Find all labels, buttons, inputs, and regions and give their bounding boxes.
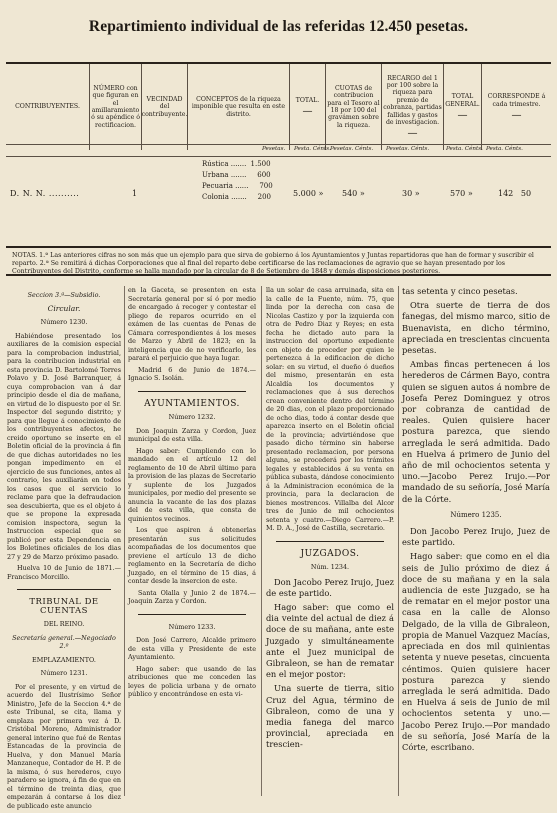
- concepto-rustica: Rústica ....... 1.500: [202, 160, 271, 168]
- header-total-general: TOTAL GENERAL. —: [444, 64, 482, 150]
- unit-cents: Pesta. Cénts.: [294, 146, 331, 152]
- repartimiento-table: [6, 62, 551, 248]
- notas: NOTAS. 1.ª Las anteriores cifras no son más que un ejemplo para que sirva de gobierno á los Ayuntamientos y Juntas repartidoras que han de formar y suscribir el reparto. 2.ª Se remitirá á dichas Corporaciones que al final del reparto debe certificarse de las reclamaciones de agravio que se hayan presentado por los Contribuyentes del Distrito, conforme se halla mandado por la circular de 8 de Setiembre de 1848 y demás disposiciones posteriores.: [12, 252, 534, 275]
- header-contribuyentes: CONTRIBUYENTES.: [6, 64, 90, 150]
- column-1: [7, 286, 121, 813]
- unit-cents: Pesta. Cénts.: [446, 146, 483, 152]
- paragraph: Don José Carrero, Alcalde primero de esta villa y Presidente de este Ayuntamiento.: [128, 636, 256, 661]
- paragraph: Hago saber: que como en el dia seis de Julio próximo de diez á doce de su mañana y en la sala audiencia de este Juzgado, se ha de rematar en el mejor postor una casa en la calle de Alonso Delgado, de la villa de Gibraleon, propia de Manuel Vazquez Macías, apreciada en dos mil quinientas setenta y nueve pesetas, cincuenta céntimos. Quien quisiere hacer postura parezca y siendo arreglada le será admitida. Dado en Huelva á seis de Junio de mil ochocientos setenta y uno.—Jacobo Perez Irujo.—Por mandado de su señoría, José María de la Córte, escribano.: [402, 551, 550, 752]
- column-2: [128, 286, 256, 702]
- signature: Madrid 6 de Junio de 1874.—Ignacio S. Isolán.: [128, 365, 256, 382]
- header-conceptos: CONCEPTOS de la riqueza imponible que resulta en este distrito.: [188, 64, 290, 150]
- header-total: TOTAL. —: [290, 64, 326, 150]
- ayuntamientos-heading: AYUNTAMIENTOS.: [144, 398, 240, 409]
- contribuyente-name: D. N. N. ..........: [10, 189, 80, 198]
- divider: [6, 274, 551, 276]
- header-recargo: RECARGO del 1 por 100 sobre la riqueza para premio de cobranza, partidas fallidas y gastos de investigacion. —: [382, 64, 444, 150]
- concepto-urbana: Urbana ....... 600: [202, 171, 271, 179]
- unit-cents: Pesetas. Cénts.: [386, 146, 430, 152]
- column-divider: [124, 286, 125, 796]
- article-number: Número 1230.: [40, 318, 88, 326]
- paragraph: Ambas fincas pertenecen á los herederos de Cármen Bayo, contra quien se siguen autos á nombre de Josefa Perez Dominguez y otros por cobranza de cantidad de reales. Quien quisiere hacer postura parezca, que siendo arreglada le será admitida. Dado en Huelva á primero de Junio del año de mil ochocientos setenta y uno.—Jacobo Perez Irujo.—Por mandado de su señoría, José María de la Córte.: [402, 359, 550, 504]
- paragraph: tas setenta y cinco pesetas.: [402, 286, 518, 296]
- paragraph: lla un solar de casa arruinada, sita en la calle de la Fuente, núm. 75, que linda por la derecha con casa de Nicolas Castizo y por la izquierda con otra de Pedro Diaz y Reyes; en esta fecha he dictado auto para la instruccion del oportuno expediente con objeto de proceder por quien le pertenezca á la edificacion de dicho solar: en su virtud, el dueño ó dueños del mismo, presentarán en esta Alcaldía los documentos y reclamaciones que á sus derechos crean conveniente dentro del término de 20 dias, con el plazo proporcionado de ocho dias, todo á contar desde que aparezca inserto en el Boletin oficial de la provincia; advirtiéndose que pasado dicho término sin haberse presentado reclamacion, por persona alguna, se procederá por los trámites legales y establecidos á su venta en pública subasta, dándose conocimiento á la Administracion económica de la provincia, para la declaracion de bienes mostrencos. Villalba del Alcor tres de Junio de mil ochocientos setenta y cuatro.—Diego Carrero.—P. M. D. A., José de Castilla, secretario.: [266, 286, 394, 532]
- signature: Santa Olalla y Junio 2 de 1874.—Joaquin Zarza y Cordon.: [128, 588, 256, 605]
- paragraph: Don Jacobo Perez Irujo, Juez de este partido.: [266, 576, 394, 598]
- paragraph: Hago saber: Cumpliendo con lo mandado en el artículo 12 del reglamento de 10 de Abril último para la provision de las plazas de Secretario y suplente de los Juzgados municipales, por medio del presente se anuncia la vacante de las dos plazas del de esta villa, que consta de quinientos vecinos.: [128, 446, 256, 523]
- unit-pesetas: Pesetas.: [262, 146, 286, 152]
- units-row: [6, 144, 551, 155]
- paragraph: Otra suerte de tierra de dos fanegas, del mismo marco, sitio de Buenavista, en dicho término, apreciada en trescientas cincuenta pesetas.: [402, 300, 550, 356]
- total-general-value: 570 »: [450, 189, 473, 198]
- paragraph: Don Jacobo Perez Irujo, Juez de este partido.: [402, 526, 550, 548]
- trimestre-value: 142 50: [498, 189, 532, 198]
- cuota-value: 540 »: [342, 189, 365, 198]
- page-title: Repartimiento individual de las referidas 12.450 pesetas.: [88, 18, 469, 35]
- column-divider: [398, 286, 399, 796]
- column-divider: [261, 286, 262, 796]
- unit-cents: Pesetas. Cénts.: [330, 146, 374, 152]
- table-row: [6, 156, 551, 243]
- column-3: [266, 286, 394, 754]
- divider: [276, 541, 384, 542]
- header-corresponde: CORRESPONDE á cada trimestre. —: [487, 93, 546, 121]
- article-number: Número 1233.: [168, 622, 216, 631]
- header-numero: NÚMERO con que figuran en el amillaramiento ó su apéndice ó rectificacion.: [90, 64, 142, 150]
- paragraph: Hago saber: que como el dia veinte del actual de diez á doce de su mañana, ante este Juzgado y simultáneamente ante el Juez municipal de Gibraleon, se han de rematar en el mejor postor:: [266, 601, 394, 680]
- circular-heading: Circular.: [47, 303, 81, 313]
- divider: [138, 391, 246, 392]
- unit-cents: Pesta. Cénts.: [486, 146, 523, 152]
- paragraph: Los que aspiren á obtenerlas presentarán sus solicitudes acompañadas de los documentos que previene el artículo 13 de dicho reglamento en la Secretaría de dicho Juzgado, en el término de 15 dias, á contar desde la insercion de este.: [128, 526, 256, 585]
- section-heading: Seccion 3.ª—Subsidio.: [27, 291, 101, 299]
- article-number: Núm. 1234.: [310, 563, 350, 571]
- divider: [17, 589, 111, 590]
- header-cuotas: CUOTAS de contribucion para el Tesoro al 18 por 100 del gravámen sobre la riqueza.: [326, 64, 382, 150]
- paragraph: Por el presente, y en virtud de acuerdo del Ilustrísimo Señor Ministro, Jefe de la Seccion 4.ª de este Tribunal, se cita, llama y emplaza por primera vez á D. Cristóbal Moreno, Administrador general interino que fué de Rentas Estancadas de la provincia de Huelva, y don Manuel María Manzaneque, Contador de H. P. de la misma, ó sus herederos, cuyo paradero se ignora, á fin de que en el término de treinta dias, que empezarán á contarse á los diez de publicado este anuncio: [7, 682, 121, 810]
- article-number: Número 1231.: [40, 669, 88, 677]
- signature: Huelva 10 de Junio de 1871.—Francisco Morcillo.: [7, 564, 121, 581]
- juzgados-heading: JUZGADOS.: [300, 548, 360, 559]
- paragraph: en la Gaceta, se presenten en esta Secretaría general por sí ó por medio de encargado á recoger y contestar el pliego de reparos ocurrido en el exámen de las cuentas de Penas de Cámara correspondientes á los meses de Marzo y Abril de 1823; en la inteligencia que de no verificarlo, les parará el perjuicio que haya lugar.: [128, 286, 256, 362]
- numero-value: 1: [132, 189, 138, 198]
- concepto-colonia: Colonia ....... 200: [202, 193, 271, 201]
- recargo-value: 30 »: [402, 189, 420, 198]
- article-number: Número 1235.: [450, 510, 502, 519]
- divider: [138, 614, 246, 615]
- conceptos-list: [202, 159, 273, 203]
- paragraph: Una suerte de tierra, sitio Cruz del Agua, término de Gibraleon, como de una y media fanega del marco provincial, apreciada en trescien-: [266, 683, 394, 750]
- paragraph: Don Joaquin Zarza y Cordon, Juez municipal de esta villa.: [128, 426, 256, 443]
- paragraph: Habiéndose presentado los auxiliares de la comision especial para la comprobacion industrial, para la contribucion industrial en esta provincia D. Bartolomé Torres Polavo y D. José Barranquer, á cuya comprobacion van á dar principio desde el dia de mañana, en virtud de lo dispuesto por el Sr. Inspector del segundo distrito; y para que llegue á conocimiento de los contribuyentes afectos, he creido oportuno se inserte en el Boletin oficial de la provincia á fin de que dichas autoridades no les pongan impedimento en el ejercicio de sus funciones, antes al contrario, les auxiliarán en todos los casos que el servicio lo reclame para que la defraudacion sea descubierta, que es el objeto á que se propone la expresada comision inspectora, segun la Instruccion especial que se publicó por esta Dependencia en los Boletines oficiales de los dias 27 y 29 de Marzo próximo pasado.: [7, 331, 121, 561]
- paragraph: Hago saber: que usando de las atribuciones que me conceden las leyes de policia urbana y de ornato público y encontrándose en esta vi-: [128, 664, 256, 698]
- subheading: EMPLAZAMIENTO.: [32, 655, 96, 664]
- header-vecindad: VECINDAD del contribuyente.: [142, 64, 188, 150]
- total-value: 5.000 »: [293, 189, 324, 198]
- column-4: [402, 286, 550, 756]
- subheading: DEL REINO.: [43, 620, 85, 628]
- subheading: Secretaría general.—Negociado 2.º: [12, 633, 116, 650]
- article-number: Número 1232.: [168, 413, 216, 421]
- concepto-pecuaria: Pecuaria ...... 700: [202, 182, 273, 190]
- tribunal-heading: TRIBUNAL DE CUENTAS: [29, 597, 99, 616]
